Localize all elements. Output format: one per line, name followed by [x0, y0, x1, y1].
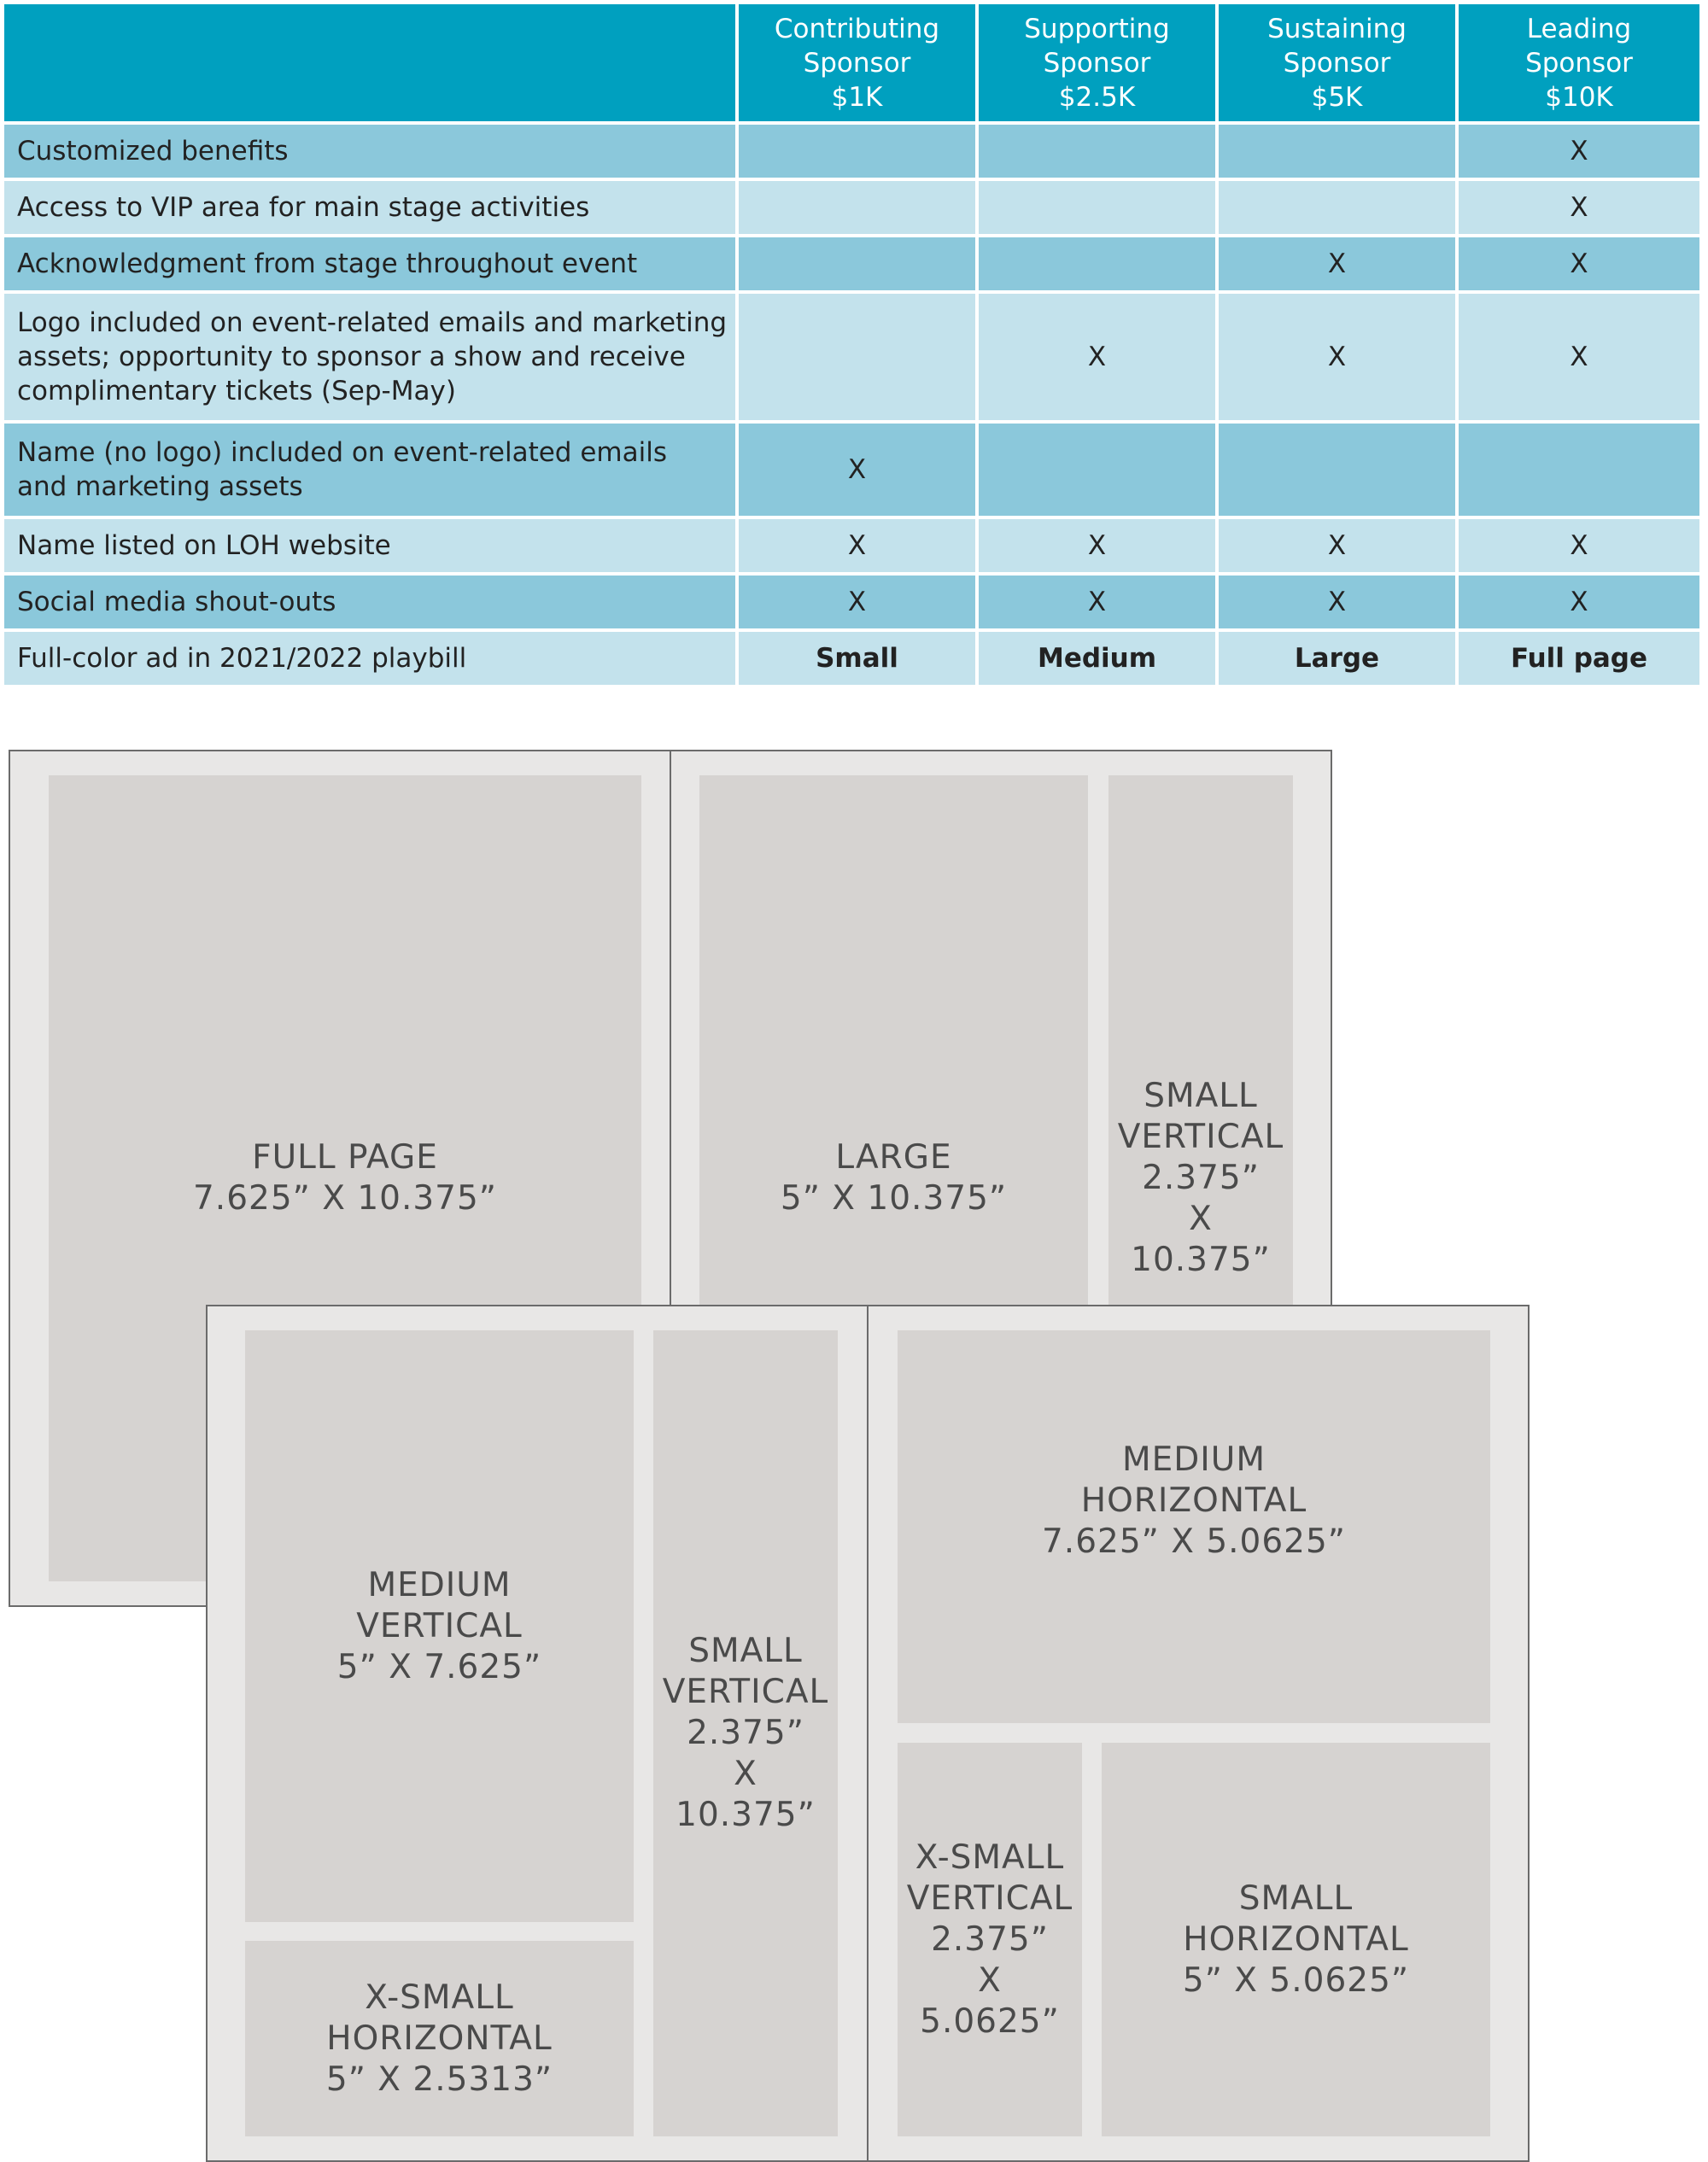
benefit-label-line: Name listed on LOH website — [17, 530, 391, 561]
tier-name: Leading — [1526, 13, 1632, 44]
ad-size-orientation: HORIZONTAL — [1080, 1481, 1307, 1520]
benefit-value-sustaining: X — [1219, 237, 1459, 294]
benefit-value-sustaining: X — [1219, 294, 1459, 424]
ad-slot-label — [1042, 1440, 1346, 1563]
benefit-value-supporting — [979, 424, 1219, 519]
tier-type: Sponsor — [1043, 47, 1151, 79]
benefit-label-line: Access to VIP area for main stage activities — [17, 192, 590, 223]
ad-slot-label — [326, 1978, 553, 2101]
benefit-value-contributing: X — [739, 424, 979, 519]
benefit-value-contributing — [739, 237, 979, 294]
benefit-row-stage-acknowledgment — [4, 237, 1699, 294]
benefit-value-leading: X — [1459, 519, 1699, 576]
benefit-value-sustaining — [1219, 424, 1459, 519]
benefit-value-supporting: X — [979, 576, 1219, 632]
benefit-label — [4, 576, 739, 632]
benefit-label-line: Acknowledgment from stage throughout event — [17, 248, 638, 279]
tier-name: Sustaining — [1267, 13, 1407, 44]
benefit-row-social-media — [4, 576, 1699, 632]
ad-slot-label — [781, 1137, 1007, 1219]
benefit-label-line: Full-color ad in 2021/2022 playbill — [17, 643, 467, 674]
benefit-value-leading: X — [1459, 181, 1699, 237]
header-corner-cell — [4, 4, 739, 125]
benefit-value-sustaining: Large — [1219, 632, 1459, 688]
benefit-value-sustaining: X — [1219, 576, 1459, 632]
tier-price: $10K — [1545, 81, 1613, 113]
ad-size-times: X — [978, 1960, 1002, 2000]
tier-header-row — [4, 4, 1699, 125]
benefit-label-line: Logo included on event-related emails and marketing — [17, 307, 728, 338]
ad-size-dimensions: 5” X 2.5313” — [325, 2060, 553, 2099]
benefit-value-sustaining: X — [1219, 519, 1459, 576]
ad-size-width: 2.375” — [687, 1714, 804, 1752]
benefit-label — [4, 424, 739, 519]
ad-slot-label — [1118, 1076, 1284, 1281]
ad-slot-small-horizontal — [1102, 1743, 1490, 2136]
ad-size-name: SMALL — [1144, 1077, 1258, 1115]
benefit-value-sustaining — [1219, 181, 1459, 237]
sponsorship-benefits-table — [4, 4, 1699, 688]
tier-name: Contributing — [774, 13, 940, 44]
ad-size-dimensions: 7.625” X 10.375” — [192, 1179, 498, 1218]
benefit-value-contributing: Small — [739, 632, 979, 688]
ad-size-name: X-SMALL — [915, 1838, 1065, 1877]
ad-page-medium-vertical — [206, 1305, 869, 2162]
ad-slot-label — [907, 1838, 1073, 2042]
benefit-label-line: Social media shout-outs — [17, 587, 336, 617]
benefit-value-contributing — [739, 294, 979, 424]
ad-slot-medium-vertical — [245, 1330, 634, 1922]
ad-size-dimensions: 5” X 7.625” — [336, 1647, 542, 1686]
benefit-value-leading: X — [1459, 125, 1699, 181]
benefit-value-leading: X — [1459, 576, 1699, 632]
ad-slot-label — [193, 1137, 497, 1219]
ad-slot-label — [337, 1565, 541, 1688]
benefit-label — [4, 632, 739, 688]
benefit-value-supporting — [979, 125, 1219, 181]
benefit-row-name-no-logo — [4, 424, 1699, 519]
benefit-label-line: and marketing assets — [17, 471, 303, 502]
ad-size-dimensions: 7.625” X 5.0625” — [1041, 1522, 1347, 1561]
benefit-row-logo-included — [4, 294, 1699, 424]
ad-size-name: FULL PAGE — [252, 1138, 438, 1177]
ad-size-dimensions: 5” X 5.0625” — [1182, 1960, 1410, 2000]
ad-size-name: LARGE — [835, 1138, 952, 1177]
ad-size-times: X — [1189, 1200, 1213, 1238]
benefit-value-leading: X — [1459, 294, 1699, 424]
ad-size-orientation: VERTICAL — [662, 1673, 829, 1711]
ad-slot-label — [663, 1631, 829, 1836]
ad-slot-small-vertical-bottom — [653, 1330, 838, 2136]
ad-size-width: 2.375” — [931, 1920, 1049, 1959]
ad-size-orientation: HORIZONTAL — [1183, 1920, 1409, 1959]
benefit-value-leading: X — [1459, 237, 1699, 294]
benefit-label — [4, 237, 739, 294]
benefit-value-leading: Full page — [1459, 632, 1699, 688]
ad-size-width: 2.375” — [1142, 1159, 1260, 1197]
ad-size-height: 10.375” — [1131, 1241, 1271, 1279]
benefit-label — [4, 294, 739, 424]
benefit-row-website-listing — [4, 519, 1699, 576]
tier-header-supporting — [979, 4, 1219, 125]
ad-slot-medium-horizontal — [898, 1330, 1490, 1723]
benefit-value-contributing: X — [739, 519, 979, 576]
tier-header-contributing — [739, 4, 979, 125]
ad-size-name: MEDIUM — [367, 1565, 512, 1604]
tier-header-leading — [1459, 4, 1699, 125]
benefit-value-supporting — [979, 237, 1219, 294]
ad-page-medium-horizontal — [867, 1305, 1530, 2162]
tier-price: $1K — [831, 81, 883, 113]
benefit-value-supporting — [979, 181, 1219, 237]
tier-type: Sponsor — [1283, 47, 1391, 79]
benefit-label-line: Name (no logo) included on event-related emails — [17, 437, 667, 468]
benefit-label — [4, 181, 739, 237]
benefit-value-supporting: X — [979, 519, 1219, 576]
benefit-row-vip-access — [4, 181, 1699, 237]
ad-slot-xsmall-horizontal — [245, 1941, 634, 2136]
tier-price: $2.5K — [1058, 81, 1136, 113]
ad-size-orientation: VERTICAL — [356, 1606, 523, 1645]
ad-size-name: MEDIUM — [1121, 1440, 1266, 1479]
benefit-value-contributing — [739, 125, 979, 181]
benefit-value-supporting: X — [979, 294, 1219, 424]
tier-type: Sponsor — [1525, 47, 1633, 79]
benefit-value-contributing: X — [739, 576, 979, 632]
benefit-label-line: Customized benefits — [17, 136, 289, 167]
benefit-label-line: assets; opportunity to sponsor a show and receive — [17, 342, 686, 372]
ad-size-name: SMALL — [688, 1632, 803, 1670]
tier-header-sustaining — [1219, 4, 1459, 125]
ad-size-dimensions: 5” X 10.375” — [780, 1179, 1008, 1218]
benefit-row-playbill-ad — [4, 632, 1699, 688]
ad-slot-label — [1183, 1879, 1409, 2001]
ad-size-name: X-SMALL — [365, 1978, 514, 2017]
benefit-label-line: complimentary tickets (Sep-May) — [17, 376, 456, 406]
ad-size-height: 10.375” — [676, 1796, 816, 1834]
ad-slot-xsmall-vertical — [898, 1743, 1082, 2136]
ad-size-name: SMALL — [1238, 1879, 1354, 1918]
ad-size-orientation: VERTICAL — [906, 1879, 1073, 1918]
tier-price: $5K — [1311, 81, 1363, 113]
ad-size-orientation: VERTICAL — [1117, 1118, 1284, 1156]
benefit-label — [4, 125, 739, 181]
benefit-value-contributing — [739, 181, 979, 237]
tier-name: Supporting — [1024, 13, 1170, 44]
ad-size-height: 5.0625” — [920, 2001, 1060, 2041]
tier-type: Sponsor — [803, 47, 911, 79]
benefit-value-supporting: Medium — [979, 632, 1219, 688]
ad-size-orientation: HORIZONTAL — [326, 2019, 553, 2058]
benefit-row-customized-benefits — [4, 125, 1699, 181]
benefit-value-sustaining — [1219, 125, 1459, 181]
benefit-value-leading — [1459, 424, 1699, 519]
ad-size-times: X — [734, 1755, 757, 1793]
benefit-label — [4, 519, 739, 576]
